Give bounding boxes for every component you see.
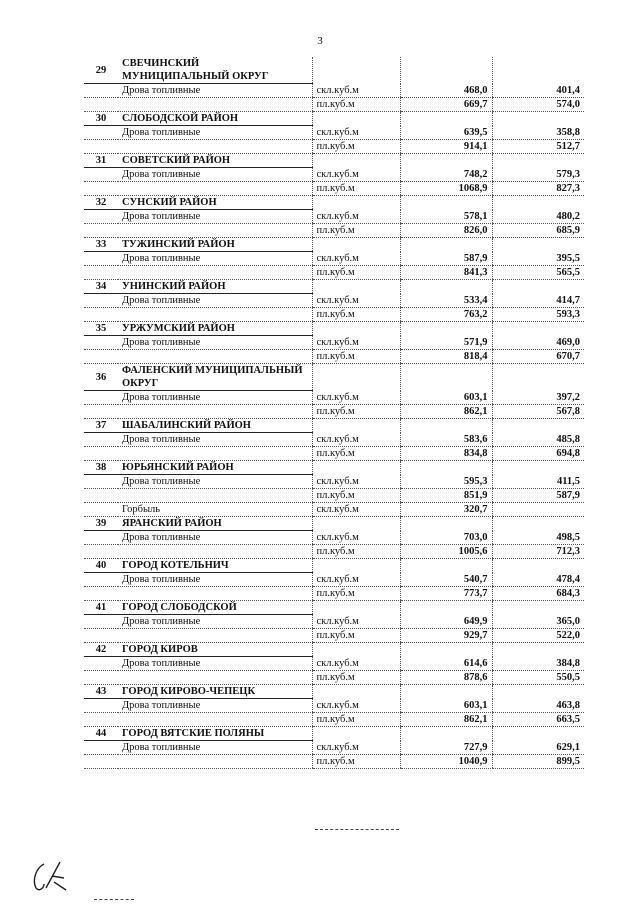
price-value-2: 899,5 [492,755,584,769]
unit-label: скл.куб.м [312,615,400,629]
price-row [84,573,584,587]
empty-cell [400,601,492,615]
empty-cell [312,643,400,657]
price-row [84,741,584,755]
price-value-1: 1068,9 [400,182,492,196]
price-value-1: 773,7 [400,587,492,601]
empty-cell [492,559,584,573]
signature-line [315,829,399,830]
item-name [118,224,312,238]
district-name: СЛОБОДСКОЙ РАЙОН [118,112,312,126]
empty-cell [84,713,118,727]
empty-cell [84,405,118,419]
district-header-row [84,559,584,573]
item-name [118,308,312,322]
empty-cell [492,643,584,657]
district-name: ГОРОД КИРОВО-ЧЕПЕЦК [118,685,312,699]
price-value-2: 358,8 [492,126,584,140]
price-value-2: 567,8 [492,405,584,419]
price-value-1: 727,9 [400,741,492,755]
district-number: 34 [84,280,118,294]
empty-cell [312,461,400,475]
price-value-1: 649,9 [400,615,492,629]
empty-cell [400,238,492,252]
empty-cell [312,154,400,168]
price-row [84,587,584,601]
price-value-1: 320,7 [400,503,492,517]
price-value-2: 395,5 [492,252,584,266]
empty-cell [400,112,492,126]
empty-cell [400,364,492,391]
price-row [84,615,584,629]
item-name: Дрова топливные [118,210,312,224]
price-value-2: 463,8 [492,699,584,713]
price-value-1: 468,0 [400,84,492,98]
item-name: Дрова топливные [118,657,312,671]
empty-cell [312,196,400,210]
item-name [118,405,312,419]
empty-cell [84,573,118,587]
district-header-row [84,643,584,657]
district-header-row [84,601,584,615]
unit-label: пл.куб.м [312,447,400,461]
empty-cell [492,727,584,741]
unit-label: скл.куб.м [312,433,400,447]
item-name [118,545,312,559]
price-row [84,224,584,238]
price-value-2: 397,2 [492,391,584,405]
unit-label: пл.куб.м [312,266,400,280]
price-row [84,126,584,140]
district-name: ШАБАЛИНСКИЙ РАЙОН [118,419,312,433]
district-header-row [84,112,584,126]
item-name: Дрова топливные [118,475,312,489]
price-row [84,433,584,447]
district-number: 30 [84,112,118,126]
price-value-2: 401,4 [492,84,584,98]
price-value-2: 579,3 [492,168,584,182]
unit-label: пл.куб.м [312,713,400,727]
district-header-row [84,461,584,475]
price-value-1: 571,9 [400,336,492,350]
price-value-1: 851,9 [400,489,492,503]
item-name: Дрова топливные [118,294,312,308]
empty-cell [84,503,118,517]
price-value-1: 1040,9 [400,755,492,769]
item-name [118,489,312,503]
district-header-row [84,419,584,433]
price-row [84,671,584,685]
price-row [84,503,584,517]
price-row [84,405,584,419]
unit-label: пл.куб.м [312,405,400,419]
empty-cell [84,433,118,447]
empty-cell [400,727,492,741]
price-value-1: 878,6 [400,671,492,685]
empty-cell [400,322,492,336]
price-row [84,294,584,308]
price-value-2: 365,0 [492,615,584,629]
unit-label: скл.куб.м [312,391,400,405]
item-name [118,182,312,196]
empty-cell [84,336,118,350]
empty-cell [84,252,118,266]
unit-label: скл.куб.м [312,84,400,98]
district-name: ГОРОД ВЯТСКИЕ ПОЛЯНЫ [118,727,312,741]
price-value-1: 587,9 [400,252,492,266]
district-number: 39 [84,517,118,531]
empty-cell [84,545,118,559]
empty-cell [400,196,492,210]
price-value-2 [492,503,584,517]
district-name: УРЖУМСКИЙ РАЙОН [118,322,312,336]
district-name: ФАЛЕНСКИЙ МУНИЦИПАЛЬНЫЙ ОКРУГ [118,364,312,391]
price-value-2: 550,5 [492,671,584,685]
empty-cell [84,391,118,405]
price-value-1: 748,2 [400,168,492,182]
price-value-2: 593,3 [492,308,584,322]
price-value-1: 540,7 [400,573,492,587]
unit-label: пл.куб.м [312,224,400,238]
unit-label: скл.куб.м [312,503,400,517]
empty-cell [492,419,584,433]
item-name: Дрова топливные [118,699,312,713]
empty-cell [312,517,400,531]
district-number: 42 [84,643,118,657]
unit-label: скл.куб.м [312,168,400,182]
unit-label: скл.куб.м [312,573,400,587]
price-value-1: 1005,6 [400,545,492,559]
price-value-1: 862,1 [400,405,492,419]
empty-cell [312,364,400,391]
district-name: ЮРЬЯНСКИЙ РАЙОН [118,461,312,475]
empty-cell [400,685,492,699]
empty-cell [400,643,492,657]
item-name [118,98,312,112]
price-value-2: 411,5 [492,475,584,489]
empty-cell [492,154,584,168]
district-name: УНИНСКИЙ РАЙОН [118,280,312,294]
empty-cell [400,517,492,531]
price-value-2: 827,3 [492,182,584,196]
unit-label: скл.куб.м [312,657,400,671]
price-row [84,336,584,350]
price-value-2: 469,0 [492,336,584,350]
item-name [118,266,312,280]
empty-cell [400,419,492,433]
district-header-row [84,685,584,699]
price-row [84,657,584,671]
empty-cell [84,615,118,629]
empty-cell [84,699,118,713]
price-row [84,545,584,559]
price-value-2: 565,5 [492,266,584,280]
price-value-2: 498,5 [492,531,584,545]
empty-cell [84,210,118,224]
price-row [84,699,584,713]
unit-label: пл.куб.м [312,489,400,503]
unit-label: пл.куб.м [312,98,400,112]
district-name: СОВЕТСКИЙ РАЙОН [118,154,312,168]
price-value-2: 384,8 [492,657,584,671]
empty-cell [84,266,118,280]
empty-cell [84,447,118,461]
price-value-1: 834,8 [400,447,492,461]
district-number: 36 [84,364,118,391]
page-number: 3 [317,35,323,47]
footer-line [94,899,134,900]
unit-label: скл.куб.м [312,210,400,224]
district-number: 32 [84,196,118,210]
empty-cell [400,461,492,475]
price-row [84,140,584,154]
price-row [84,266,584,280]
empty-cell [84,140,118,154]
price-value-2: 587,9 [492,489,584,503]
handwritten-signature [30,858,70,899]
empty-cell [84,489,118,503]
empty-cell [312,685,400,699]
item-name: Дрова топливные [118,531,312,545]
empty-cell [84,84,118,98]
empty-cell [312,601,400,615]
empty-cell [312,727,400,741]
district-header-row [84,57,584,84]
price-value-2: 485,8 [492,433,584,447]
item-name: Дрова топливные [118,391,312,405]
price-value-2: 670,7 [492,350,584,364]
empty-cell [400,559,492,573]
price-value-2: 478,4 [492,573,584,587]
item-name [118,350,312,364]
price-row [84,84,584,98]
price-row [84,531,584,545]
unit-label: пл.куб.м [312,350,400,364]
price-value-1: 639,5 [400,126,492,140]
empty-cell [84,224,118,238]
item-name [118,447,312,461]
item-name [118,587,312,601]
district-number: 37 [84,419,118,433]
unit-label: скл.куб.м [312,531,400,545]
empty-cell [84,671,118,685]
empty-cell [84,657,118,671]
price-row [84,98,584,112]
district-header-row [84,727,584,741]
empty-cell [84,587,118,601]
district-number: 41 [84,601,118,615]
unit-label: скл.куб.м [312,294,400,308]
price-value-1: 914,1 [400,140,492,154]
item-name: Дрова топливные [118,615,312,629]
price-row [84,447,584,461]
empty-cell [312,57,400,84]
district-name: ГОРОД СЛОБОДСКОЙ [118,601,312,615]
unit-label: скл.куб.м [312,475,400,489]
price-row [84,475,584,489]
item-name [118,140,312,154]
empty-cell [492,601,584,615]
empty-cell [312,559,400,573]
price-value-1: 533,4 [400,294,492,308]
item-name: Дрова топливные [118,168,312,182]
district-number: 35 [84,322,118,336]
empty-cell [312,419,400,433]
price-row [84,210,584,224]
empty-cell [84,531,118,545]
empty-cell [492,685,584,699]
price-value-2: 712,3 [492,545,584,559]
district-name: ГОРОД КИРОВ [118,643,312,657]
empty-cell [492,364,584,391]
empty-cell [84,475,118,489]
district-header-row [84,322,584,336]
empty-cell [312,238,400,252]
empty-cell [400,280,492,294]
price-value-2: 663,5 [492,713,584,727]
item-name: Дрова топливные [118,252,312,266]
price-row [84,252,584,266]
district-number: 29 [84,57,118,84]
price-value-1: 595,3 [400,475,492,489]
item-name: Дрова топливные [118,126,312,140]
price-value-1: 862,1 [400,713,492,727]
district-name: СВЕЧИНСКИЙ МУНИЦИПАЛЬНЫЙ ОКРУГ [118,57,312,84]
empty-cell [492,238,584,252]
price-value-1: 826,0 [400,224,492,238]
empty-cell [312,112,400,126]
district-number: 31 [84,154,118,168]
price-row [84,629,584,643]
empty-cell [84,350,118,364]
price-value-1: 583,6 [400,433,492,447]
price-table [84,57,584,769]
empty-cell [312,280,400,294]
empty-cell [84,755,118,769]
district-name: СУНСКИЙ РАЙОН [118,196,312,210]
price-value-2: 629,1 [492,741,584,755]
price-row [84,391,584,405]
district-name: ЯРАНСКИЙ РАЙОН [118,517,312,531]
empty-cell [84,741,118,755]
price-value-2: 694,8 [492,447,584,461]
unit-label: пл.куб.м [312,308,400,322]
district-header-row [84,154,584,168]
item-name: Дрова топливные [118,336,312,350]
price-value-1: 614,6 [400,657,492,671]
district-name: ГОРОД КОТЕЛЬНИЧ [118,559,312,573]
empty-cell [312,322,400,336]
item-name: Дрова топливные [118,741,312,755]
price-value-1: 703,0 [400,531,492,545]
unit-label: пл.куб.м [312,671,400,685]
unit-label: пл.куб.м [312,182,400,196]
district-number: 40 [84,559,118,573]
district-header-row [84,196,584,210]
unit-label: пл.куб.м [312,755,400,769]
price-value-2: 574,0 [492,98,584,112]
unit-label: пл.куб.м [312,140,400,154]
empty-cell [84,294,118,308]
price-row [84,350,584,364]
district-number: 43 [84,685,118,699]
item-name [118,671,312,685]
empty-cell [492,280,584,294]
price-row [84,182,584,196]
district-header-row [84,238,584,252]
district-number: 44 [84,727,118,741]
district-number: 33 [84,238,118,252]
unit-label: скл.куб.м [312,252,400,266]
price-value-1: 578,1 [400,210,492,224]
empty-cell [492,57,584,84]
item-name: Дрова топливные [118,573,312,587]
price-value-2: 685,9 [492,224,584,238]
district-name: ТУЖИНСКИЙ РАЙОН [118,238,312,252]
item-name: Горбыль [118,503,312,517]
price-value-2: 522,0 [492,629,584,643]
price-value-1: 763,2 [400,308,492,322]
unit-label: пл.куб.м [312,629,400,643]
price-value-2: 480,2 [492,210,584,224]
empty-cell [400,57,492,84]
empty-cell [84,168,118,182]
price-value-1: 841,3 [400,266,492,280]
empty-cell [84,308,118,322]
empty-cell [492,322,584,336]
district-number: 38 [84,461,118,475]
item-name: Дрова топливные [118,433,312,447]
item-name [118,629,312,643]
unit-label: скл.куб.м [312,741,400,755]
price-row [84,489,584,503]
empty-cell [492,112,584,126]
unit-label: пл.куб.м [312,587,400,601]
item-name [118,755,312,769]
district-header-row [84,280,584,294]
price-value-2: 512,7 [492,140,584,154]
empty-cell [84,98,118,112]
empty-cell [84,182,118,196]
price-value-1: 669,7 [400,98,492,112]
price-value-1: 603,1 [400,699,492,713]
empty-cell [84,126,118,140]
empty-cell [400,154,492,168]
item-name [118,713,312,727]
price-value-2: 684,3 [492,587,584,601]
unit-label: скл.куб.м [312,336,400,350]
price-row [84,755,584,769]
price-value-1: 818,4 [400,350,492,364]
item-name: Дрова топливные [118,84,312,98]
price-value-1: 603,1 [400,391,492,405]
price-value-1: 929,7 [400,629,492,643]
empty-cell [492,461,584,475]
price-value-2: 414,7 [492,294,584,308]
price-row [84,713,584,727]
unit-label: скл.куб.м [312,126,400,140]
empty-cell [84,629,118,643]
price-row [84,308,584,322]
price-row [84,168,584,182]
empty-cell [492,196,584,210]
district-header-row [84,364,584,391]
district-header-row [84,517,584,531]
unit-label: скл.куб.м [312,699,400,713]
unit-label: пл.куб.м [312,545,400,559]
empty-cell [492,517,584,531]
